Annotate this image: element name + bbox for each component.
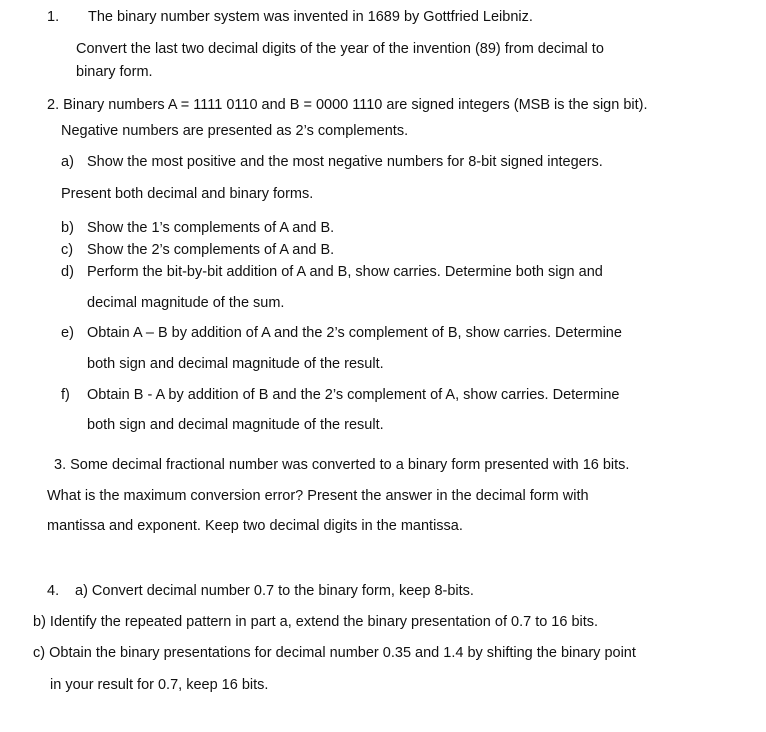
q2c-text: Show the 2’s complements of A and B. xyxy=(87,242,335,258)
q2a-text: Show the most positive and the most negative numbers for 8-bit signed integers. xyxy=(87,154,603,170)
q1-number: 1. xyxy=(47,9,60,25)
q3-line3: mantissa and exponent. Keep two decimal digits in the mantissa. xyxy=(47,518,463,534)
q1-text: The binary number system was invented in 1689 by Gottfried Leibniz. xyxy=(88,9,533,25)
q2b-text: Show the 1’s complements of A and B. xyxy=(87,220,335,236)
q2d-text: Perform the bit-by-bit addition of A and B, show carries. Determine both sign and xyxy=(87,264,603,280)
q2e-text: Obtain A – B by addition of A and the 2’s complement of B, show carries. Determine xyxy=(87,325,622,341)
q3-line1: 3. Some decimal fractional number was converted to a binary form presented with 16 bits. xyxy=(54,457,630,473)
q2a-cont: Present both decimal and binary forms. xyxy=(61,186,314,202)
q2e-label: e) xyxy=(61,325,74,341)
q4a-text: a) Convert decimal number 0.7 to the binary form, keep 8-bits. xyxy=(75,583,474,599)
q2d-label: d) xyxy=(61,264,74,280)
q2f-label: f) xyxy=(61,387,70,403)
q4c-cont: in your result for 0.7, keep 16 bits. xyxy=(50,677,269,693)
q2e-cont: both sign and decimal magnitude of the result. xyxy=(87,356,384,372)
q1-convert-line1: Convert the last two decimal digits of the year of the invention (89) from decimal to xyxy=(76,41,604,57)
q2b-label: b) xyxy=(61,220,74,236)
q3-line2: What is the maximum conversion error? Present the answer in the decimal form with xyxy=(47,488,589,504)
q2f-cont: both sign and decimal magnitude of the result. xyxy=(87,417,384,433)
q2f-text: Obtain B - A by addition of B and the 2’s complement of A, show carries. Determine xyxy=(87,387,620,403)
q2-line2: Negative numbers are presented as 2’s complements. xyxy=(61,123,409,139)
q2d-cont: decimal magnitude of the sum. xyxy=(87,295,285,311)
q2a-label: a) xyxy=(61,154,74,170)
q1-convert-line2: binary form. xyxy=(76,64,153,80)
q2c-label: c) xyxy=(61,242,74,258)
q4b-text: b) Identify the repeated pattern in part a, extend the binary presentation of 0.7 to 16 bits. xyxy=(33,614,599,630)
q4c-text: c) Obtain the binary presentations for decimal number 0.35 and 1.4 by shifting the binary point xyxy=(33,645,636,661)
q2-line1: 2. Binary numbers A = 1111 0110 and B = 0000 1110 are signed integers (MSB is the sign bit). xyxy=(47,97,648,113)
q4-number: 4. xyxy=(47,583,60,599)
